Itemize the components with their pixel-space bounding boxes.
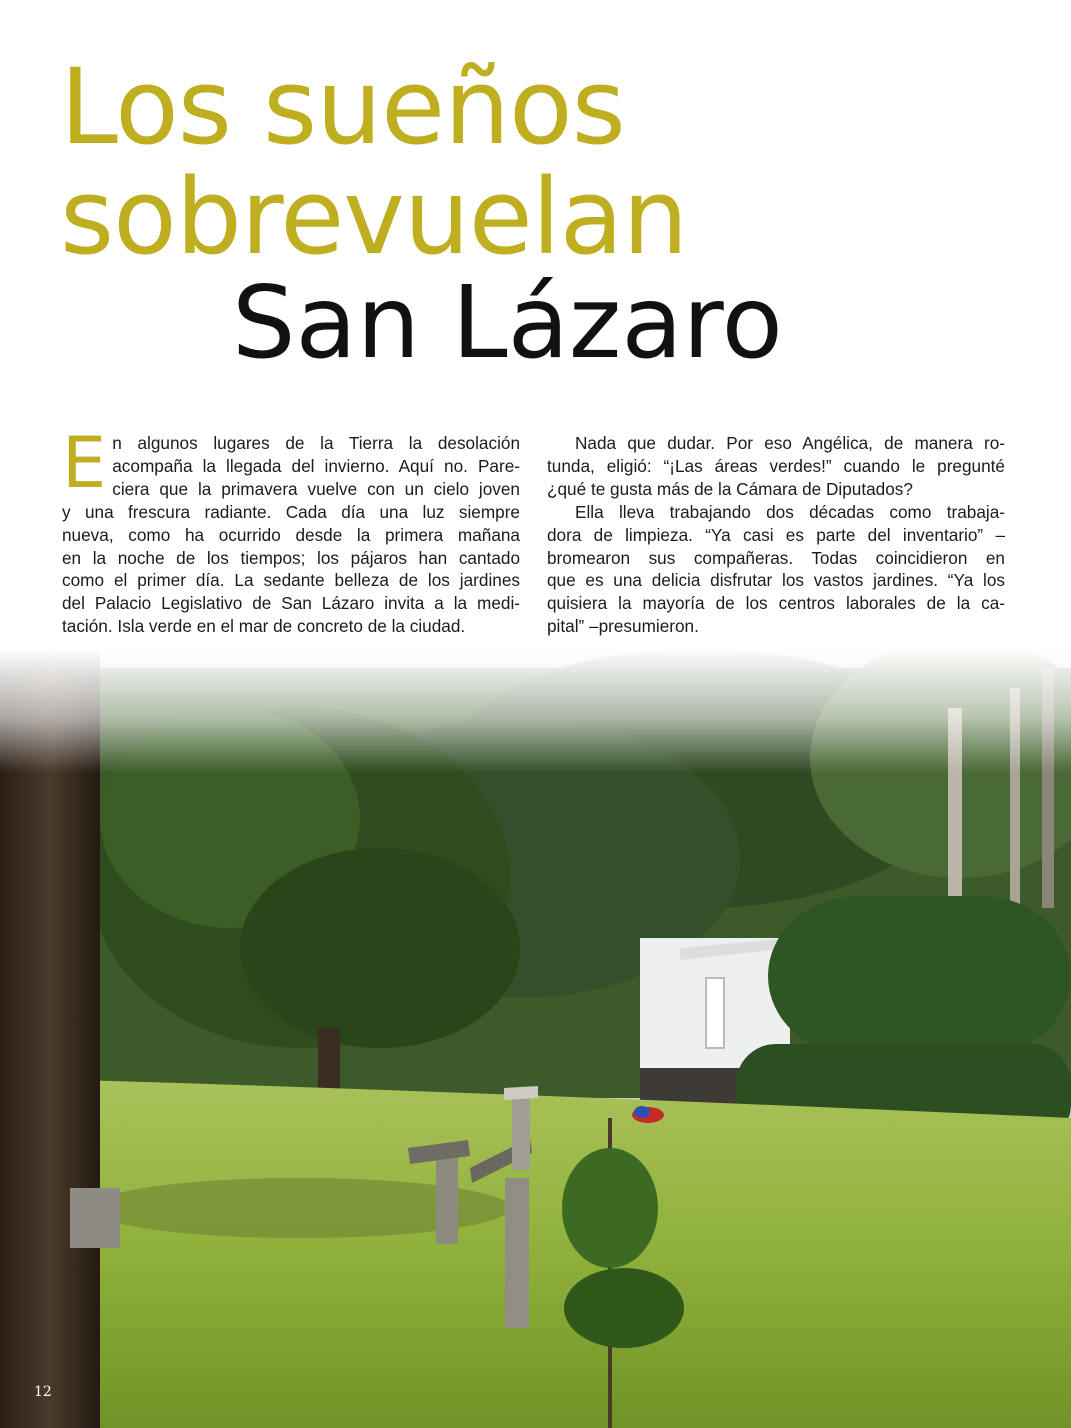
text-line: ciera que la primavera vuelve con un cielo joven — [112, 478, 520, 499]
garden-photo-illustration — [0, 648, 1071, 1428]
garden-photo — [0, 648, 1071, 1428]
text-line: ¿qué te gusta más de la Cámara de Diputados? — [547, 478, 913, 499]
text-line: tunda, eligió: “¡Las áreas verdes!” cuando le pregunté — [547, 455, 1005, 476]
title-line-2: sobrevuelan — [60, 156, 688, 278]
drop-cap: E — [62, 422, 107, 504]
text-line: en la noche de los tiempos; los pájaros han cantado — [62, 547, 520, 568]
page-number: 12 — [34, 1384, 52, 1400]
text-line: tación. Isla verde en el mar de concreto de la ciudad. — [62, 616, 466, 637]
text-line: del Palacio Legislativo de San Lázaro invita a la medi- — [62, 593, 520, 614]
article-column-1 — [62, 422, 520, 638]
article-column-2 — [547, 432, 1005, 638]
text-line: n algunos lugares de la Tierra la desolación — [112, 433, 520, 453]
text-line: como el primer día. La sedante belleza de los jardines — [62, 570, 520, 591]
text-line: Nada que dudar. Por eso Angélica, de manera ro- — [575, 433, 1005, 453]
text-line: pital” –presumieron. — [547, 616, 699, 637]
title-line-3: San Lázaro — [232, 264, 783, 381]
text-line: que es una delicia disfrutar los vastos jardines. “Ya los — [547, 570, 1005, 591]
text-line: nueva, como ha ocurrido desde la primera mañana — [62, 524, 520, 545]
text-line: bromearon sus compañeras. Todas coincidieron en — [547, 547, 1005, 568]
text-line: quisiera la mayoría de los centros laborales de la ca- — [547, 593, 1005, 614]
title-line-1: Los sueños — [60, 46, 625, 168]
text-line: acompaña la llegada del invierno. Aquí no. Pare- — [112, 455, 520, 476]
text-line: Ella lleva trabajando dos décadas como trabaja- — [575, 501, 1005, 522]
text-line: dora de limpieza. “Ya casi es parte del inventario” – — [547, 524, 1005, 545]
text-line: y una frescura radiante. Cada día una luz siempre — [62, 501, 520, 522]
